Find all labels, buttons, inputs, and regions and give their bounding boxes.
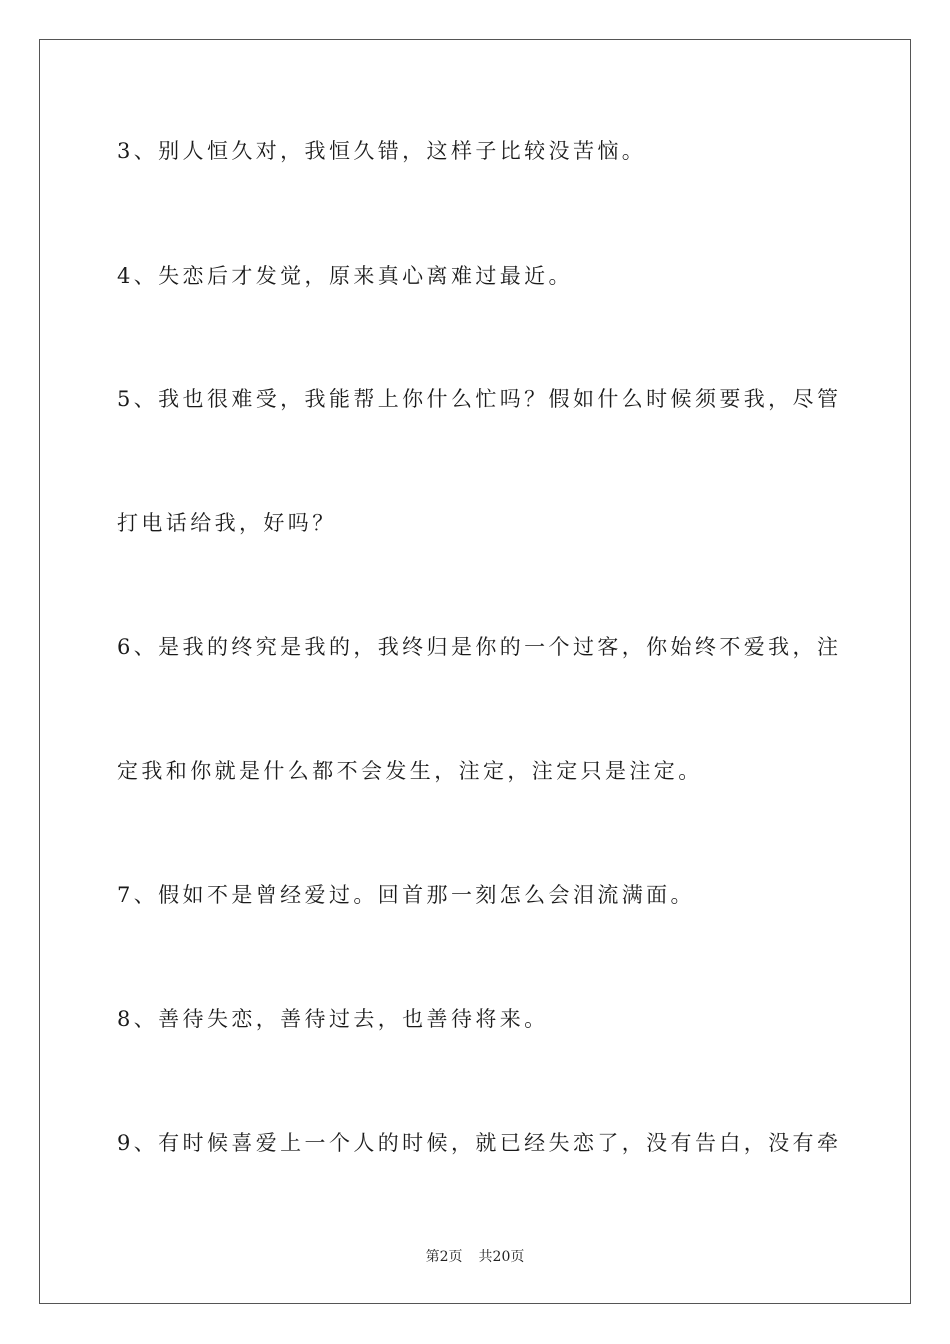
text-line: 8、善待失恋，善待过去，也善待将来。 bbox=[117, 1007, 549, 1031]
text-line: 5、我也很难受，我能帮上你什么忙吗？假如什么时候须要我，尽管 bbox=[117, 387, 842, 411]
text-line: 3、别人恒久对，我恒久错，这样子比较没苦恼。 bbox=[117, 139, 647, 163]
text-line: 6、是我的终究是我的，我终归是你的一个过客，你始终不爱我，注 bbox=[117, 635, 842, 659]
text-line: 定我和你就是什么都不会发生，注定，注定只是注定。 bbox=[117, 759, 703, 783]
text-line: 7、假如不是曾经爱过。回首那一刻怎么会泪流满面。 bbox=[117, 883, 695, 907]
page-number: 第2页 bbox=[425, 1249, 463, 1265]
text-line: 打电话给我，好吗？ bbox=[117, 511, 337, 535]
text-line: 9、有时候喜爱上一个人的时候，就已经失恋了，没有告白，没有牵 bbox=[117, 1131, 842, 1155]
page-footer bbox=[0, 1247, 950, 1267]
page-border bbox=[39, 39, 911, 1304]
page-total: 共20页 bbox=[478, 1249, 525, 1265]
text-line: 4、失恋后才发觉，原来真心离难过最近。 bbox=[117, 264, 573, 288]
